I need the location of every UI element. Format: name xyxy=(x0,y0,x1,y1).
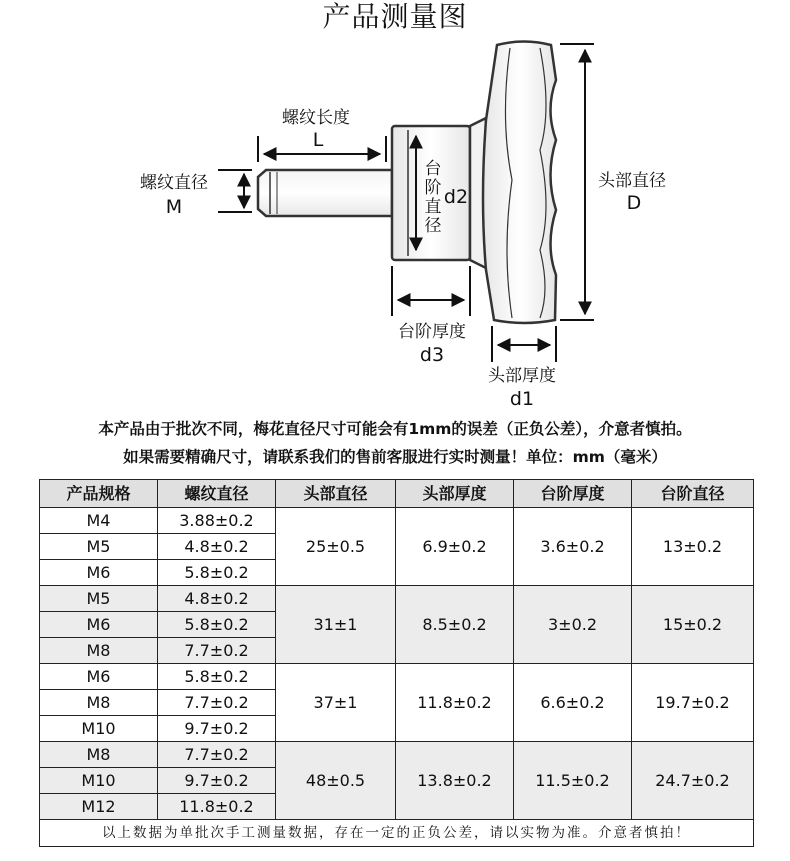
cell-spec: M6 xyxy=(40,664,158,690)
cell-spec: M5 xyxy=(40,534,158,560)
col-header-step-thickness: 台阶厚度 xyxy=(514,480,632,508)
cell-spec: M8 xyxy=(40,742,158,768)
col-header-spec: 产品规格 xyxy=(40,480,158,508)
cell-step-thickness: 11.5±0.2 xyxy=(514,742,632,820)
cell-spec: M10 xyxy=(40,768,158,794)
table-row xyxy=(40,742,754,768)
cell-head-thickness: 13.8±0.2 xyxy=(396,742,514,820)
label-step-diameter-1: 台 xyxy=(424,159,442,179)
cell-head-diameter: 37±1 xyxy=(276,664,396,742)
table-footer-note: 以上数据为单批次手工测量数据，存在一定的正负公差，请以实物为准。介意者慎拍！ xyxy=(40,820,754,847)
label-step-thickness: 台阶厚度 xyxy=(398,322,466,342)
cell-step-thickness: 3.6±0.2 xyxy=(514,508,632,586)
label-step-diameter-3: 直 xyxy=(424,197,442,217)
page-title: 产品测量图 xyxy=(322,0,468,33)
cell-thread-diameter: 9.7±0.2 xyxy=(158,768,276,794)
cell-spec: M8 xyxy=(40,638,158,664)
cell-thread-diameter: 5.8±0.2 xyxy=(158,664,276,690)
cell-spec: M8 xyxy=(40,690,158,716)
cell-spec: M10 xyxy=(40,716,158,742)
cell-spec: M6 xyxy=(40,560,158,586)
label-thread-length: 螺纹长度 xyxy=(282,108,350,128)
product-measurement-diagram xyxy=(0,36,790,414)
tolerance-note: 本产品由于批次不同，梅花直径尺寸可能会有1mm的误差（正负公差），介意者慎拍。 xyxy=(98,420,692,438)
cell-spec: M5 xyxy=(40,586,158,612)
cell-thread-diameter: 11.8±0.2 xyxy=(158,794,276,820)
label-step-diameter-4: 径 xyxy=(424,216,442,236)
cell-thread-diameter: 3.88±0.2 xyxy=(158,508,276,534)
table-row xyxy=(40,586,754,612)
cell-thread-diameter: 4.8±0.2 xyxy=(158,586,276,612)
cell-thread-diameter: 7.7±0.2 xyxy=(158,690,276,716)
cell-step-diameter: 19.7±0.2 xyxy=(632,664,754,742)
thread-shank xyxy=(258,170,392,216)
contact-note: 如果需要精确尺寸，请联系我们的售前客服进行实时测量！单位：mm（毫米） xyxy=(123,448,667,466)
label-head-diameter-sym: D xyxy=(626,192,642,214)
table-row xyxy=(40,664,754,690)
label-step-diameter-2: 阶 xyxy=(424,178,442,198)
cell-head-diameter: 48±0.5 xyxy=(276,742,396,820)
cell-head-thickness: 6.9±0.2 xyxy=(396,508,514,586)
cell-head-diameter: 25±0.5 xyxy=(276,508,396,586)
cell-head-thickness: 8.5±0.2 xyxy=(396,586,514,664)
cell-step-diameter: 13±0.2 xyxy=(632,508,754,586)
cell-thread-diameter: 7.7±0.2 xyxy=(158,742,276,768)
cell-step-diameter: 24.7±0.2 xyxy=(632,742,754,820)
cell-thread-diameter: 4.8±0.2 xyxy=(158,534,276,560)
table-header-row xyxy=(40,480,754,508)
cell-spec: M12 xyxy=(40,794,158,820)
spec-table xyxy=(39,479,754,847)
cell-head-thickness: 11.8±0.2 xyxy=(396,664,514,742)
table-row xyxy=(40,508,754,534)
cell-thread-diameter: 7.7±0.2 xyxy=(158,638,276,664)
cell-step-diameter: 15±0.2 xyxy=(632,586,754,664)
cell-spec: M4 xyxy=(40,508,158,534)
cell-step-thickness: 6.6±0.2 xyxy=(514,664,632,742)
label-head-thickness-sym: d1 xyxy=(509,388,535,410)
col-header-step-diameter: 台阶直径 xyxy=(632,480,754,508)
cell-head-diameter: 31±1 xyxy=(276,586,396,664)
cell-thread-diameter: 5.8±0.2 xyxy=(158,560,276,586)
label-head-thickness: 头部厚度 xyxy=(488,366,556,386)
col-header-head-diameter: 头部直径 xyxy=(276,480,396,508)
col-header-thread-diameter: 螺纹直径 xyxy=(158,480,276,508)
col-header-head-thickness: 头部厚度 xyxy=(396,480,514,508)
label-head-diameter: 头部直径 xyxy=(598,171,666,191)
label-thread-diameter-sym: M xyxy=(165,196,183,218)
cell-thread-diameter: 5.8±0.2 xyxy=(158,612,276,638)
label-step-diameter-sym: d2 xyxy=(443,186,469,208)
label-thread-length-sym: L xyxy=(312,129,324,151)
label-thread-diameter: 螺纹直径 xyxy=(140,173,208,193)
cell-thread-diameter: 9.7±0.2 xyxy=(158,716,276,742)
cell-spec: M6 xyxy=(40,612,158,638)
label-step-thickness-sym: d3 xyxy=(419,344,445,366)
cell-step-thickness: 3±0.2 xyxy=(514,586,632,664)
screw-drawing xyxy=(258,42,556,324)
table-footer-row xyxy=(40,820,754,847)
